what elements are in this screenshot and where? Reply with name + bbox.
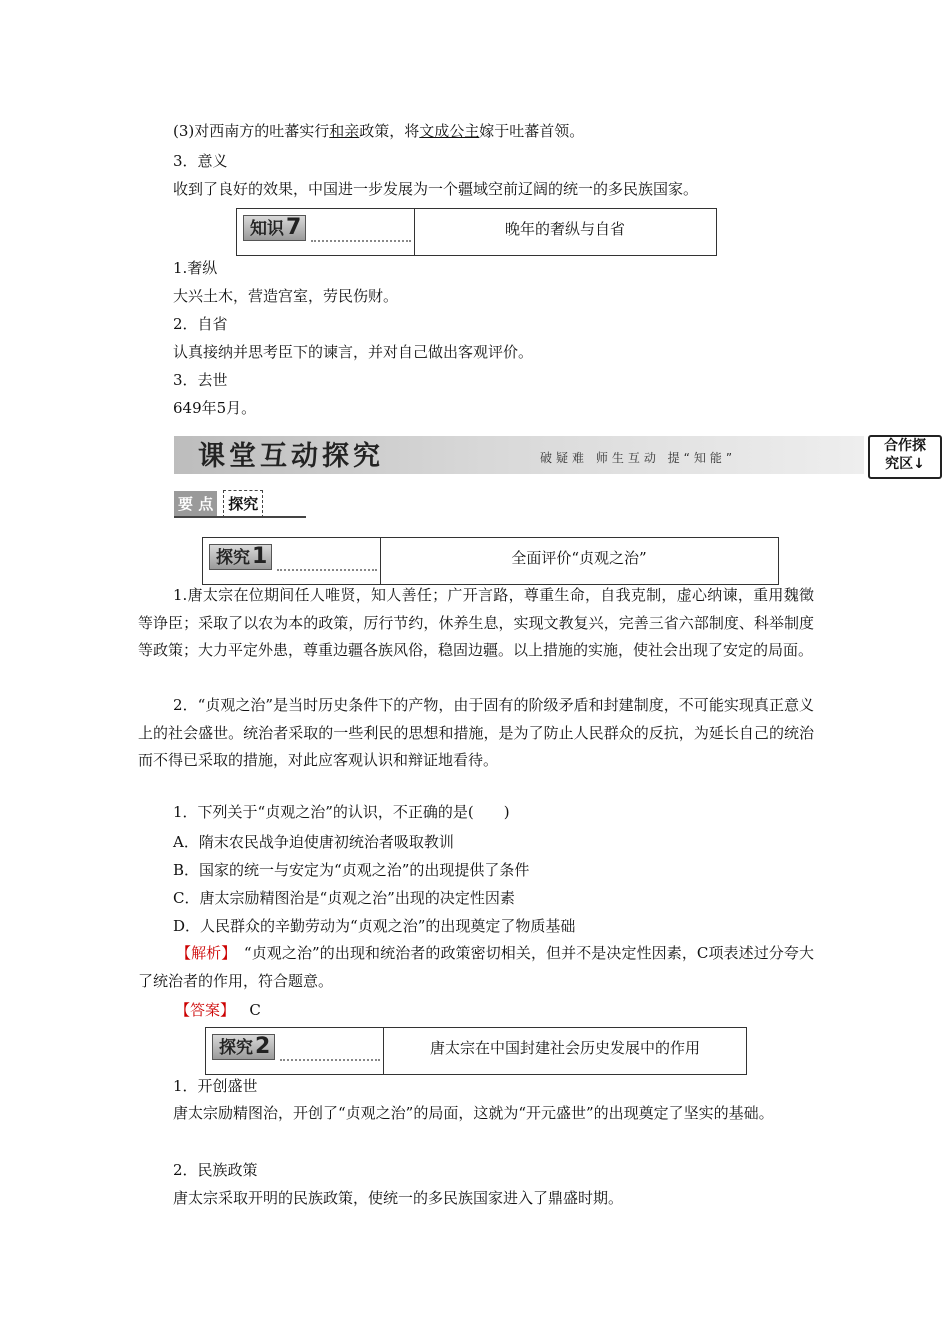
explore-1-box <box>202 537 779 585</box>
answer-value: C <box>249 1001 261 1019</box>
explore-2-tag-number: 2 <box>255 1034 271 1059</box>
analysis-text: “贞观之治”的出现和统治者的政策密切相关，但并不是决定性因素，C项表述过分夸大了统治者的作用，符合题意。 <box>138 944 814 990</box>
subheader-underline <box>174 516 306 518</box>
princess-term: 文成公主 <box>419 122 480 140</box>
policy-tibet-line <box>173 121 584 141</box>
option-a: A．隋末农民战争迫使唐初统治者吸取教训 <box>173 833 454 851</box>
explore-1-para-1: 1.唐太宗在位期间任人唯贤，知人善任；广开言路，尊重生命，自我克制，虚心纳谏，重用魏徵等诤臣；采取了以农为本的政策，厉行节约，休养生息，实现文教复兴，完善三省六部制度、科举制度等政策；大力平定外患，尊重边疆各族风俗，稳固边疆。以上措施的实施，使社会出现了安定的局面。 <box>138 586 814 659</box>
option-d: D．人民群众的辛勤劳动为“贞观之治”的出现奠定了物质基础 <box>173 917 576 935</box>
explore-2-title: 唐太宗在中国封建社会历史发展中的作用 <box>429 1039 700 1057</box>
banner-subtitle: 破疑难 师生互动 提“知能” <box>540 451 737 465</box>
late-h2: 2．自省 <box>173 315 228 333</box>
question-stem: 1．下列关于“贞观之治”的认识，不正确的是( ) <box>173 803 510 821</box>
tag-dotted-rule <box>277 569 377 571</box>
answer-line <box>175 1000 261 1020</box>
knowledge-7-title: 晚年的奢纵与自省 <box>504 220 625 238</box>
explore-1-title: 全面评价“贞观之治” <box>511 549 647 567</box>
explore-1-tag <box>209 544 272 570</box>
tag-dotted-rule <box>311 240 411 242</box>
answer-label: 【答案】 <box>175 1001 236 1019</box>
corner-line-1: 合作探 <box>884 438 926 454</box>
subheader-right: 探究 <box>223 490 263 518</box>
subheader-left: 要 点 <box>174 491 217 517</box>
significance-heading: 3．意义 <box>173 152 228 170</box>
explore-1-tag-number: 1 <box>252 544 268 569</box>
explore-2-h2: 2．民族政策 <box>173 1161 258 1179</box>
explore-2-tag <box>212 1034 275 1060</box>
corner-line-2: 究区↓ <box>885 456 925 472</box>
late-t2: 认真接纳并思考臣下的谏言，并对自己做出客观评价。 <box>173 343 534 361</box>
late-t1: 大兴土木，营造宫室，劳民伤财。 <box>173 287 399 305</box>
tag-dotted-rule <box>280 1059 380 1061</box>
option-c: C．唐太宗励精图治是“贞观之治”出现的决定性因素 <box>173 889 515 907</box>
knowledge-tag-number: 7 <box>286 215 302 240</box>
knowledge-7-box <box>236 208 717 256</box>
cooperative-explore-button[interactable] <box>868 435 942 479</box>
explore-2-t2: 唐太宗采取开明的民族政策，使统一的多民族国家进入了鼎盛时期。 <box>173 1189 624 1207</box>
late-h3: 3．去世 <box>173 371 228 389</box>
policy-prefix: (3)对西南方的吐蕃实行 <box>173 122 330 140</box>
explore-2-tag-label: 探究 <box>219 1038 253 1058</box>
analysis-label: 【解析】 <box>176 944 229 962</box>
policy-mid: 政策，将 <box>359 122 420 140</box>
explore-1-para-2: 2．“贞观之治”是当时历史条件下的产物，由于固有的阶级矛盾和封建制度，不可能实现真正意义上的社会盛世。统治者采取的一些利民的思想和措施，是为了防止人民群众的反抗，为延长自己的统治而不得已采取的措施，对此应客观认识和辩证地看待。 <box>138 696 814 769</box>
explore-2-box <box>205 1027 747 1075</box>
key-points-subheader <box>174 490 263 516</box>
policy-suffix: 嫁于吐蕃首领。 <box>479 122 585 140</box>
late-h1: 1.奢纵 <box>173 259 218 277</box>
explore-2-h1: 1．开创盛世 <box>173 1077 258 1095</box>
late-t3: 649年5月。 <box>173 399 257 417</box>
banner-title: 课堂互动探究 <box>198 441 384 472</box>
knowledge-7-tag <box>243 215 306 241</box>
explore-1-tag-label: 探究 <box>216 548 250 568</box>
option-b: B．国家的统一与安定为“贞观之治”的出现提供了条件 <box>173 861 530 879</box>
heqin-term: 和亲 <box>329 122 360 140</box>
analysis-block <box>138 940 814 995</box>
knowledge-tag-label: 知识 <box>250 219 284 239</box>
explore-2-t1: 唐太宗励精图治，开创了“贞观之治”的局面，这就为“开元盛世”的出现奠定了坚实的基础。 <box>173 1104 774 1122</box>
significance-text: 收到了良好的效果，中国进一步发展为一个疆域空前辽阔的统一的多民族国家。 <box>173 180 699 198</box>
